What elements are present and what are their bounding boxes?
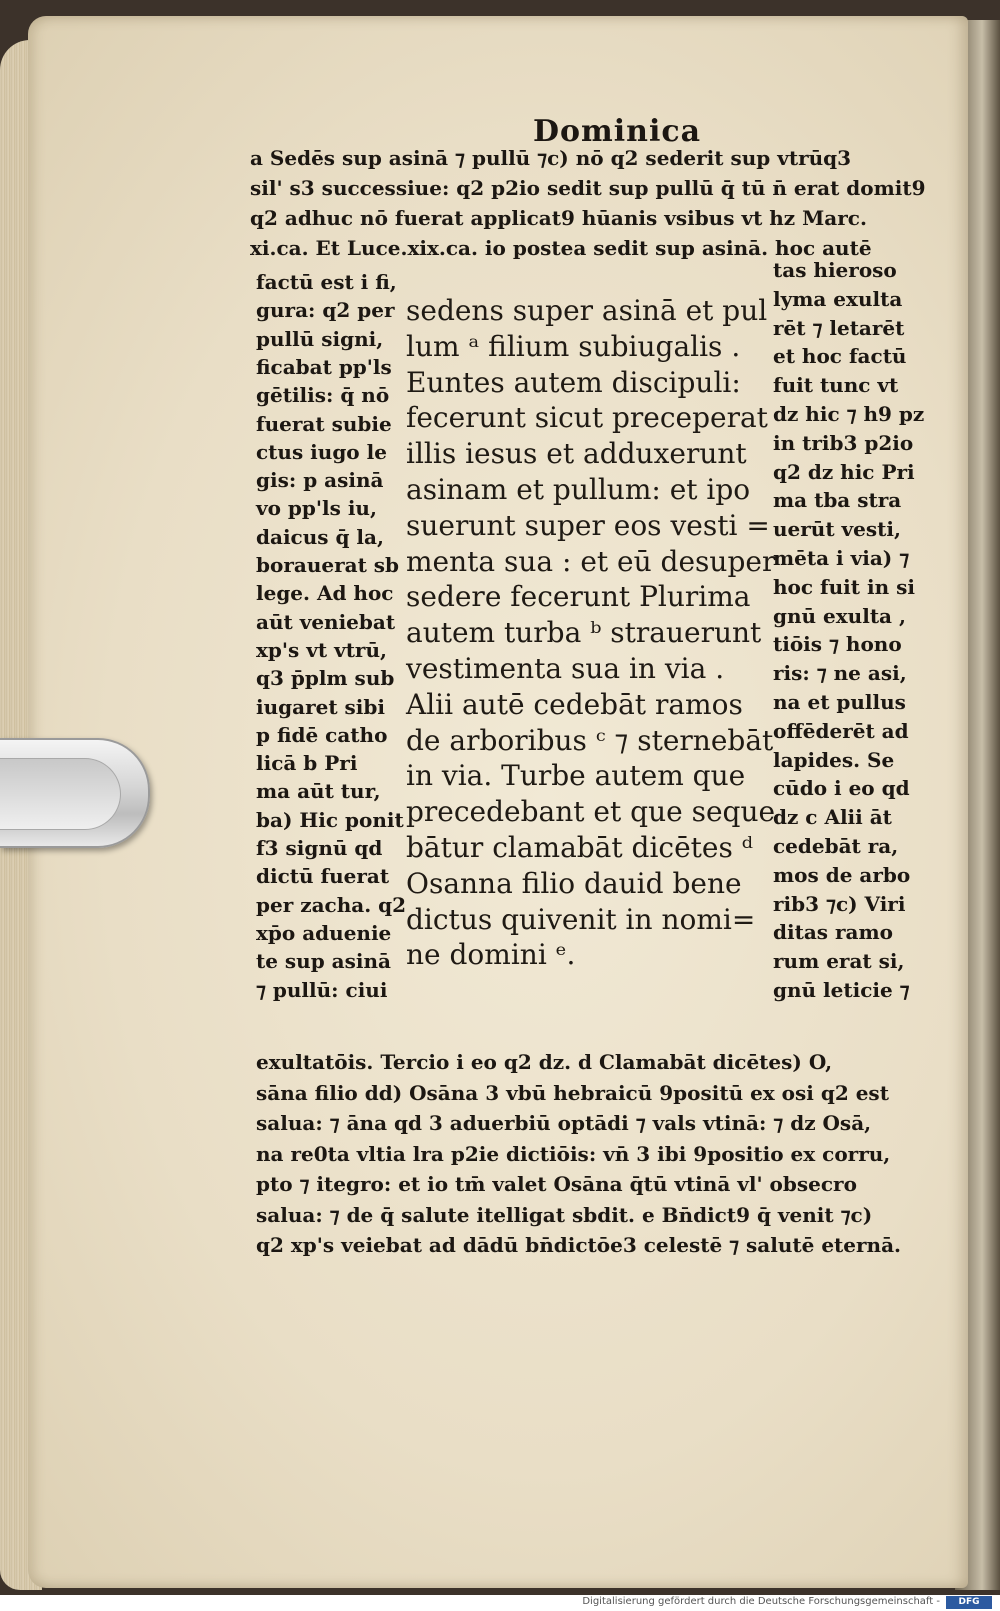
footer-credit: Digitalisierung gefördert durch die Deutsche Forschungsgemeinschaft -	[582, 1596, 940, 1607]
right-gloss-line: cūdo i eo qd	[773, 776, 910, 801]
left-gloss-line: ⁊ pullū: ciui	[256, 977, 388, 1002]
left-gloss-line: fuerat subie	[256, 411, 392, 436]
top-gloss-line: xi.ca. Et Luce.xix.ca. io postea sedit sup asinā. hoc autē	[250, 236, 872, 260]
left-gloss-line: te sup asinā	[256, 949, 391, 974]
main-text-line: bātur clamabāt dicētes ᵈ	[406, 831, 753, 864]
bottom-gloss-line: pto ⁊ itegro: et io tm̄ valet Osāna q̄tū vtinā vl' obsecro	[256, 1172, 857, 1196]
main-text-line: menta sua : et eū desuper	[406, 544, 776, 578]
right-gloss-line: rēt ⁊ letarēt	[773, 315, 905, 340]
main-text-line: ne domini ᵉ.	[406, 938, 576, 972]
right-gloss-line: lyma exulta	[773, 286, 903, 311]
left-gloss-line: borauerat sb	[256, 553, 400, 577]
left-gloss-line: ba) Hic ponit	[256, 807, 404, 832]
main-text-line: in via. Turbe autem que	[406, 759, 746, 793]
right-gloss-line: mos de arbo	[773, 862, 911, 887]
right-gloss-line: et hoc factū	[773, 344, 907, 369]
left-gloss-line: vo pp'ls iu,	[256, 496, 377, 521]
running-head: Dominica	[533, 114, 702, 149]
right-gloss-line: fuit tunc vt	[773, 373, 899, 398]
main-text-line: de arboribus ᶜ ⁊ sternebāt	[406, 723, 774, 757]
right-gloss-line: uerūt vesti,	[773, 517, 901, 542]
right-gloss-line: rum erat si,	[773, 949, 905, 974]
left-gloss-line: xp̄o aduenie	[256, 920, 392, 945]
right-gloss-line: cedebāt ra,	[773, 834, 899, 858]
left-gloss-line: iugaret sibi	[256, 694, 385, 719]
right-gloss-line: ris: ⁊ ne asi,	[773, 661, 907, 686]
main-text-line: vestimenta sua in via .	[406, 652, 725, 685]
right-gloss-line: mēta i via) ⁊	[773, 546, 910, 570]
left-gloss-line: ficabat pp'ls	[256, 354, 392, 379]
footer-bar	[0, 1595, 1000, 1611]
bottom-gloss-line: salua: ⁊ de q̄ salute itelligat sbdit. e Bn̄dict9 q̄ venit ⁊c)	[256, 1202, 873, 1227]
right-gloss-line: ma tba stra	[773, 488, 902, 513]
bottom-gloss-line: sāna filio dd) Osāna 3 vbū hebraicū 9positū ex osi q2 est	[256, 1080, 889, 1105]
left-gloss-line: per zacha. q2	[256, 892, 407, 917]
right-gloss-line: q2 dz hic Pri	[773, 459, 915, 484]
left-gloss-line: xp's vt vtrū,	[256, 637, 387, 662]
right-gloss-line: lapides. Se	[773, 747, 895, 772]
main-text-line: Euntes autem discipuli:	[406, 365, 741, 399]
left-gloss-line: licā b Pri	[256, 751, 358, 776]
left-gloss-line: gis: p asinā	[256, 468, 384, 493]
main-text-line: suerunt super eos vesti =	[406, 508, 770, 542]
top-gloss-line: q2 adhuc nō fuerat applicat9 hūanis vsibus vt hz Marc.	[250, 206, 867, 230]
top-gloss-line: sil' s3 successiue: q2 p2io sedit sup pullū q̄ tū n̄ erat domit9	[250, 176, 926, 200]
dfg-logo: DFG	[946, 1596, 992, 1609]
left-gloss-line: factū est i fi,	[256, 270, 397, 294]
bottom-gloss-line: salua: ⁊ āna qd 3 aduerbiū optādi ⁊ vals vtinā: ⁊ dz Osā,	[256, 1111, 872, 1135]
right-gloss-line: tas hieroso	[773, 258, 897, 282]
left-gloss-line: ctus iugo le	[256, 439, 387, 464]
right-gloss-line: tiōis ⁊ hono	[773, 632, 902, 657]
main-text-line: Alii autē cedebāt ramos	[406, 687, 743, 721]
bottom-gloss-line: na re0ta vltia lra p2ie dictiōis: vn̄ 3 ibi 9positio ex corru,	[256, 1141, 891, 1166]
right-gloss-line: offēderēt ad	[773, 718, 909, 743]
right-gloss-line: dz c Alii āt	[773, 805, 892, 830]
left-gloss-line: daicus q̄ la,	[256, 524, 384, 549]
left-gloss-line: pullū signi,	[256, 326, 384, 351]
left-gloss-line: q3 p̄plm sub	[256, 666, 395, 691]
left-gloss-line: f3 signū qd	[256, 836, 383, 860]
left-gloss-line: dictū fuerat	[256, 864, 390, 889]
bottom-gloss-line: q2 xp's veiebat ad dādū bn̄dictōe3 celestē ⁊ salutē eternā.	[256, 1233, 902, 1257]
left-gloss-line: aūt veniebat	[256, 609, 396, 634]
main-text-line: lum ᵃ filium subiugalis .	[406, 329, 741, 363]
page-clip-inner	[0, 758, 121, 830]
page-clip	[0, 738, 150, 848]
left-gloss-line: ma aūt tur,	[256, 779, 381, 804]
left-gloss-line: gura: q2 per	[256, 298, 395, 323]
main-text-line: fecerunt sicut preceperat	[406, 401, 768, 435]
right-gloss-line: hoc fuit in si	[773, 574, 915, 599]
main-text-line: precedebant et que seque	[406, 795, 776, 829]
left-gloss-line: gētilis: q̄ nō	[256, 383, 390, 408]
right-gloss-line: dz hic ⁊ h9 pz	[773, 402, 925, 426]
main-text-line: dictus quivenit in nomi=	[406, 902, 756, 936]
right-gloss-line: na et pullus	[773, 690, 906, 714]
bottom-gloss-line: exultatōis. Tercio i eo q2 dz. d Clamabāt dicētes) O,	[256, 1050, 833, 1074]
main-text-line: autem turba ᵇ strauerunt	[406, 616, 762, 650]
main-text-line: asinam et pullum: et ipo	[406, 473, 751, 506]
book-page	[28, 16, 968, 1588]
left-gloss-line: p fidē catho	[256, 722, 388, 747]
main-text-line: illis iesus et adduxerunt	[406, 437, 747, 471]
right-gloss-line: rib3 ⁊c) Viri	[773, 891, 906, 916]
right-gloss-line: gnū leticie ⁊	[773, 978, 910, 1002]
right-gloss-line: in trib3 p2io	[773, 430, 914, 455]
main-text-line: sedere fecerunt Plurima	[406, 580, 751, 614]
left-gloss-line: lege. Ad hoc	[256, 581, 394, 606]
top-gloss-line: a Sedēs sup asinā ⁊ pullū ⁊c) nō q2 sederit sup vtrūq3	[250, 146, 852, 170]
main-text-line: Osanna filio dauid bene	[406, 866, 742, 900]
right-gloss-line: gnū exulta ,	[773, 603, 906, 628]
main-text-line: sedens super asinā et pul	[406, 294, 768, 327]
right-gloss-line: ditas ramo	[773, 920, 893, 945]
